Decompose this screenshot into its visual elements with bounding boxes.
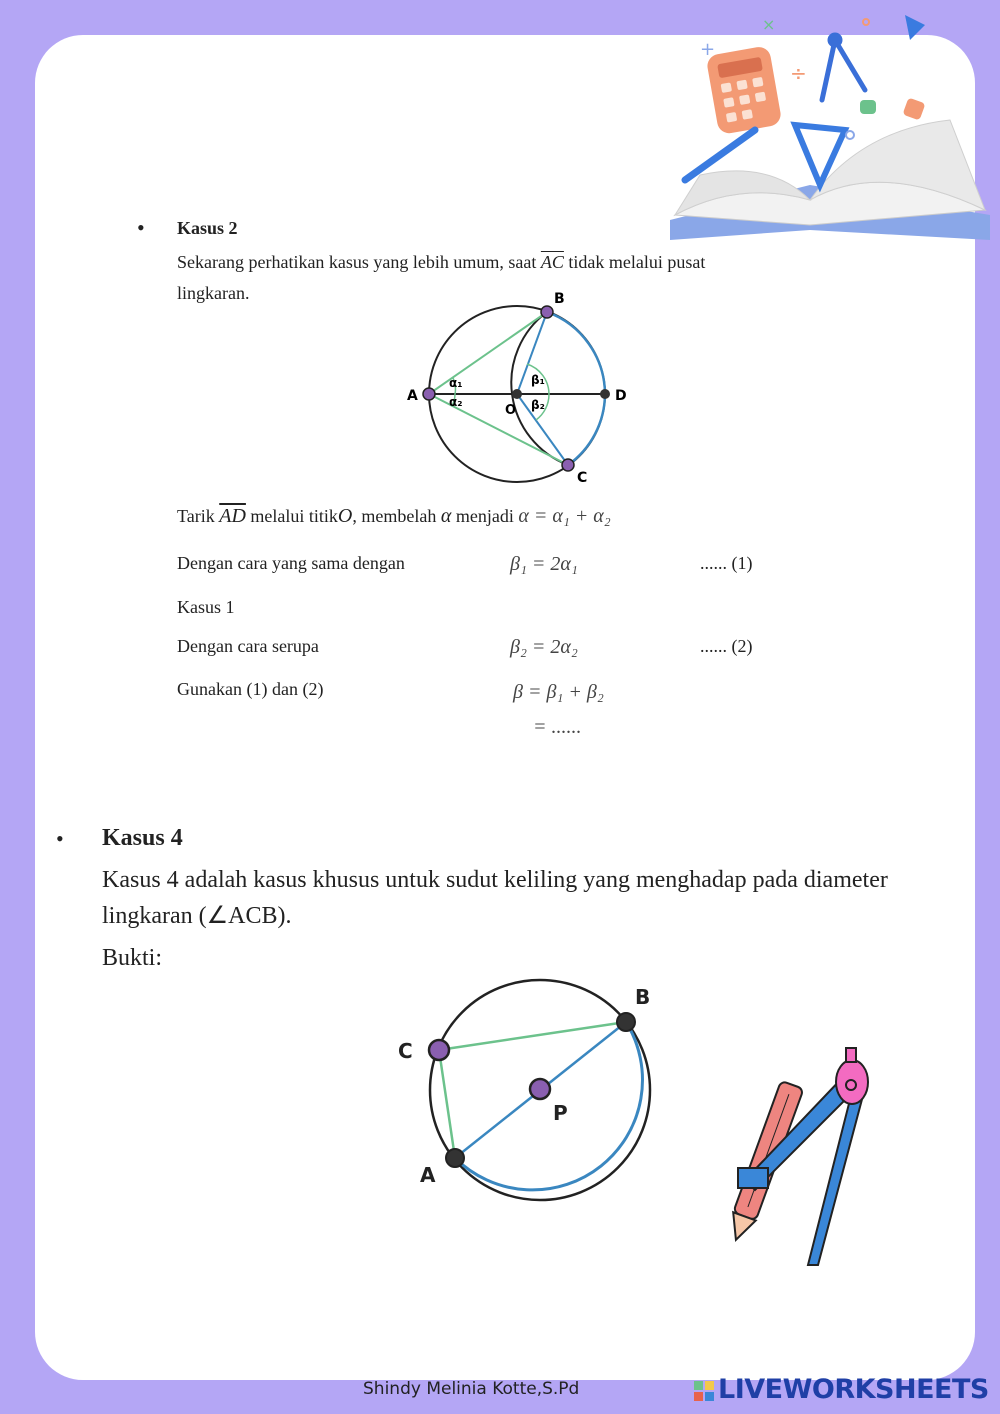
segment-ac: $\overline{AC}$ [540,252,564,272]
segment-ad: $\overline{AD}$ [219,505,246,527]
label-alpha2: α₂ [449,395,463,409]
math-tools-illustration [660,10,1000,250]
alpha-equation: α = α₁ + α₂ [518,505,611,527]
point-d [600,389,610,399]
step1-equation: β₁ = 2α₁ [510,553,578,575]
step3-equation-1: β = β₁ + β₂ [513,681,604,703]
open-book-icon [670,120,990,240]
tarik-text: Tarik [177,506,215,526]
label-b: B [554,291,565,307]
plus-icon: + [700,39,716,60]
label-beta1: β₁ [531,373,545,387]
membelah-text: , membelah [352,506,437,526]
kasus4-text-line2: lingkaran (∠ACB). [102,903,292,929]
label-o: O [505,403,517,418]
step3-label: Gunakan (1) dan (2) [177,679,324,699]
kasus4-text-line1: Kasus 4 adalah kasus khusus untuk sudut keliling yang menghadap pada diameter [102,867,888,893]
puzzle-green-icon [860,100,876,114]
kasus4-circle-figure [390,975,670,1215]
point-c [429,1040,449,1060]
label-b: B [635,985,651,1009]
puzzle-icon [902,97,925,120]
calculator-icon [706,45,783,135]
kasus4-bullet: • [56,826,64,851]
times-icon: × [762,15,776,34]
step2-label: Dengan cara serupa [177,636,319,656]
point-b [617,1013,635,1031]
kasus4-title: Kasus 4 [102,825,183,851]
kasus2-intro-part2: tidak melalui pusat [568,252,706,272]
liveworksheets-logo-icon [694,1381,714,1401]
label-p: P [553,1101,568,1125]
kasus4-description [102,862,972,934]
label-c: C [577,470,588,486]
author-name: Shindy Melinia Kotte,S.Pd [363,1379,580,1399]
kasus2-circle-figure [395,288,645,488]
point-o [512,389,522,399]
bukti-label: Bukti: [102,945,163,971]
label-c: C [398,1039,413,1063]
melalui-text: melalui titik [250,506,338,526]
label-a: A [420,1163,436,1187]
label-a: A [407,388,418,404]
step3-equation-2: = ...... [533,716,582,738]
compass-pencil-illustration [720,1040,890,1275]
step1-ref: ...... (1) [700,553,753,573]
label-alpha1: α₁ [449,376,463,390]
point-c [562,459,574,471]
point-o-text: O [337,505,353,527]
brand-text: LIVEWORKSHEETS [718,1374,989,1405]
alpha-symbol: α [440,505,452,527]
tarik-line [177,505,611,528]
point-b [541,306,553,318]
small-circle-icon [846,131,854,139]
kasus2-title: Kasus 2 [177,218,238,238]
point-p [530,1079,550,1099]
label-d: D [615,388,627,404]
point-a [423,388,435,400]
step2-equation: β₂ = 2α₂ [510,636,578,658]
divide-icon: ÷ [790,61,807,85]
kasus2-intro-part1: Sekarang perhatikan kasus yang lebih umum, saat [177,252,537,272]
menjadi-text: menjadi [455,506,514,526]
triangle-icon [905,15,925,40]
label-beta2: β₂ [531,398,545,412]
step2-ref: ...... (2) [700,636,753,656]
point-a [446,1149,464,1167]
step1-continuation: Kasus 1 [177,597,235,617]
kasus2-intro-part3: lingkaran. [177,283,250,303]
kasus2-bullet: • [137,215,145,240]
liveworksheets-logo[interactable] [694,1374,989,1405]
compass-icon [822,35,865,100]
step1-label: Dengan cara yang sama dengan [177,553,405,573]
circle-icon [863,19,869,25]
